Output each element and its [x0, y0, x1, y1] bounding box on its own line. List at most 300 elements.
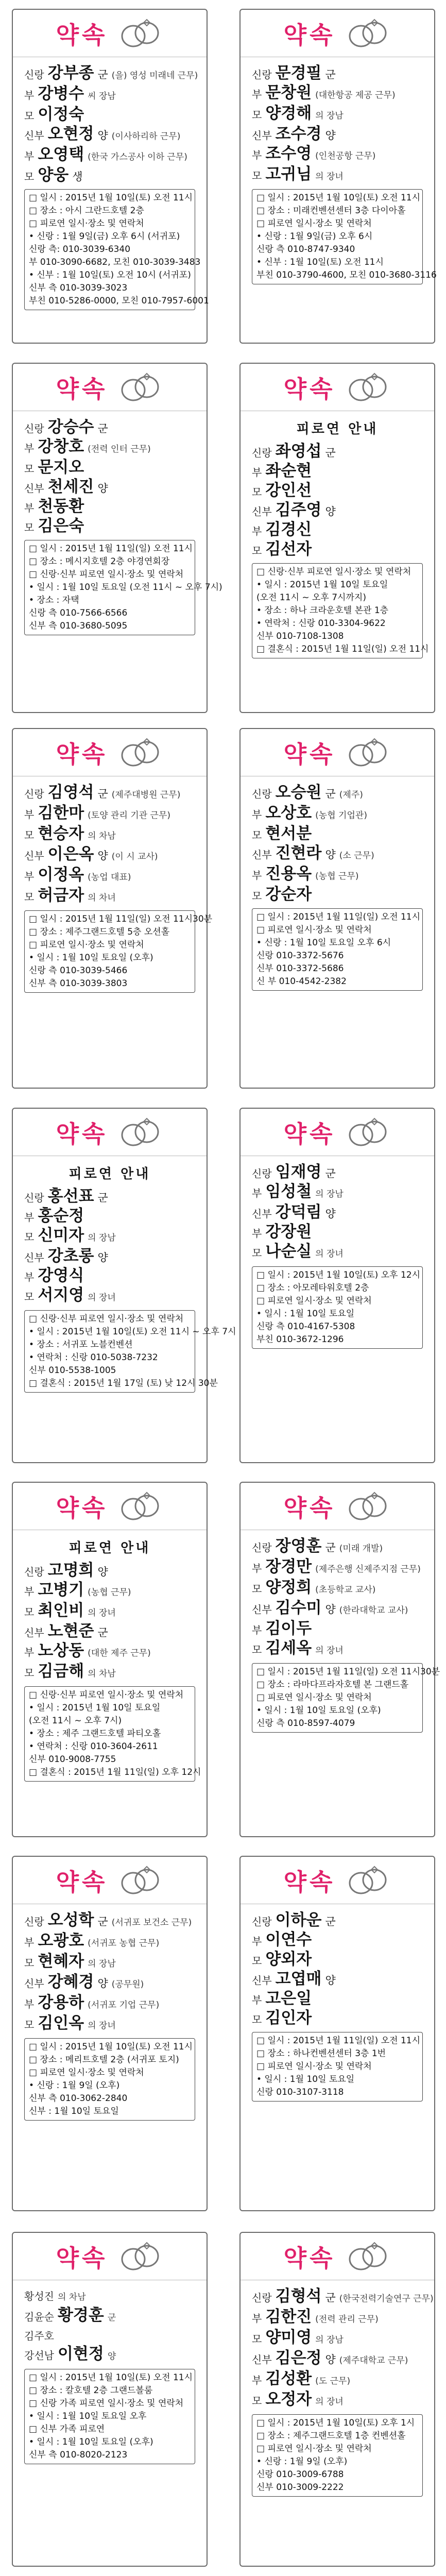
person-name: 고명희 — [47, 1561, 94, 1580]
detail-line: 신랑 010-3107-3118 — [256, 2087, 344, 2097]
note: 의 장녀 — [315, 172, 344, 182]
detail-line: □ 피로연 일시·장소 및 연락처 — [29, 2067, 144, 2078]
honorific: 생 — [72, 171, 83, 183]
family-line — [252, 1639, 423, 1660]
role-label: 신랑 — [24, 1192, 44, 1204]
honorific: 군 — [325, 1916, 336, 1928]
person-name: 문창원 — [265, 83, 312, 102]
person-name: 장경만 — [265, 1557, 312, 1576]
person-name: 현승자 — [38, 824, 84, 843]
role-label: 부 — [24, 89, 35, 101]
card-header — [13, 10, 207, 57]
person-name: 강초롱 — [47, 1247, 94, 1265]
detail-line: • 신랑 : 1월 9일 (오후) — [256, 2456, 348, 2467]
role-label: 신부 — [252, 1603, 272, 1616]
family-line — [24, 459, 195, 478]
family-line — [252, 1579, 423, 1599]
note: 양 — [107, 2351, 116, 2362]
note: 의 차남 — [57, 2292, 86, 2302]
person-name: 양외자 — [265, 1950, 312, 1969]
family-line — [24, 784, 195, 804]
detail-line: □ 장소 : 메시지호텔 2층 야경연회장 — [29, 556, 170, 567]
note: 의 차남 — [88, 831, 116, 841]
family-line — [24, 1286, 195, 1307]
family-line — [252, 125, 423, 145]
detail-line: • 일시 : 1월 10일 토요일 오후 — [29, 2411, 147, 2421]
role-label: 신랑 — [24, 1566, 44, 1578]
family-line — [252, 1931, 423, 1951]
note: (인천공항 근무) — [315, 151, 376, 161]
card-title: 약속 — [283, 375, 336, 403]
role-label: 신부 — [24, 482, 44, 495]
role-label: 신부 — [252, 849, 272, 861]
family-line — [252, 804, 423, 825]
card-title: 약속 — [283, 1120, 336, 1148]
role-label: 모 — [24, 2019, 35, 2031]
role-label: 모 — [252, 2013, 262, 2026]
note: (한국전력기술연구 근무) — [339, 2294, 434, 2304]
person-name: 양정희 — [265, 1578, 312, 1597]
person-name: 고병기 — [38, 1581, 84, 1599]
card-title: 약속 — [56, 1494, 108, 1522]
wedding-rings-icon — [117, 369, 163, 405]
role-label: 신랑 — [252, 1167, 272, 1180]
announcement-card — [12, 1856, 208, 2211]
announcement-card — [12, 9, 208, 344]
detail-line: 신랑 측 010-8747-9340 — [256, 244, 355, 255]
detail-line: □ 일시 : 2015년 1월 10일(토) 오후 12시 — [256, 1270, 421, 1280]
note: (한라대학교 교사) — [339, 1605, 408, 1616]
family-line — [24, 2287, 195, 2307]
person-name: 노현준 — [47, 1622, 94, 1640]
detail-line: □ 장소 : 라마다프라자호텔 본 그랜드홀 — [256, 1680, 409, 1690]
card-header — [13, 729, 207, 776]
event-details — [24, 910, 213, 993]
detail-line: 신 부 010-4542-2382 — [256, 976, 347, 987]
role-label: 부 — [252, 808, 262, 821]
role-label: 부 — [24, 870, 35, 883]
announcement-card — [12, 363, 222, 713]
family-line — [252, 501, 423, 521]
note: (미래 개발) — [339, 1544, 383, 1554]
role-label: 신랑 — [252, 2292, 272, 2304]
family-line — [24, 1663, 195, 1683]
detail-line: □ 결혼식 : 2015년 1월 11일(일) 오후 12시 — [29, 1767, 201, 1777]
person-name: 이은옥 — [47, 845, 94, 863]
role-label: 부 — [252, 149, 262, 161]
note: (이 시 교사) — [111, 852, 158, 862]
role-label: 신부 — [252, 505, 272, 518]
role-label: 모 — [252, 109, 262, 121]
card-header — [241, 1483, 434, 1530]
person-name: 김한진 — [265, 2308, 312, 2326]
detail-line: 신부 측 010-3062-2840 — [29, 2093, 128, 2104]
note: 의 장녀 — [315, 1249, 344, 1259]
person-name: 강순자 — [265, 885, 312, 904]
honorific: 군 — [97, 1626, 108, 1639]
event-details — [252, 2032, 423, 2102]
person-name: 이정옥 — [38, 866, 84, 884]
card-body — [241, 776, 434, 1001]
note: 의 장남 — [315, 2335, 344, 2345]
detail-line: □ 일시 : 2015년 1월 10일(토) 오전 11시 — [29, 193, 193, 203]
role-label: 부 — [252, 1994, 262, 2006]
detail-line: □ 일시 : 2015년 1월 10일(토) 오전 11시 — [29, 2042, 193, 2052]
card-header — [241, 1109, 434, 1156]
detail-line: • 일시 : 2015년 1월 10일 토요일 — [256, 580, 388, 590]
honorific: 양 — [97, 850, 108, 862]
role-label: 부 — [252, 2374, 262, 2386]
detail-line: □ 일시 : 2015년 1월 10일(토) 오전 11시 — [29, 2372, 193, 2383]
card-title: 약속 — [283, 21, 336, 49]
role-label: 부 — [252, 88, 262, 100]
person-name: 오광호 — [38, 1931, 84, 1950]
person-name: 조수경 — [275, 125, 322, 143]
wedding-rings-icon — [117, 1488, 163, 1524]
role-label: 부 — [24, 1211, 35, 1224]
detail-line: □ 일시 : 2015년 1월 10일(토) 오후 1시 — [256, 2418, 415, 2428]
family-line — [252, 1204, 423, 1223]
card-body — [241, 411, 434, 669]
role-label: 모 — [24, 1606, 35, 1618]
detail-line: • 신랑 : 1월 9일(금) 오후 6시 — [256, 231, 373, 242]
note: (소 근무) — [339, 851, 374, 861]
card-title: 약속 — [56, 1120, 108, 1148]
detail-line: □ 일시 : 2015년 1월 11일(일) 오전 11시 — [29, 544, 193, 554]
person-name: 홍순정 — [38, 1207, 84, 1225]
reception-heading: 피로연 안내 — [68, 1166, 151, 1182]
role-label: 황성진 — [24, 2290, 54, 2302]
detail-line: 신랑 측 010-3039-5466 — [29, 965, 128, 976]
card-header — [13, 1857, 207, 1904]
card-title: 약속 — [283, 740, 336, 768]
family-line — [24, 166, 195, 186]
detail-line: 부친 010-3672-1296 — [256, 1334, 344, 1345]
family-line — [252, 540, 423, 560]
detail-line: □ 일시 : 2015년 1월 11일(일) 오전 11시 — [256, 2036, 421, 2046]
note: (농협 근무) — [88, 1587, 131, 1598]
person-name: 강장원 — [265, 1223, 312, 1241]
announcement-card — [239, 9, 435, 344]
announcement-card — [12, 1482, 208, 1837]
role-label: 부 — [252, 466, 262, 479]
card-header — [13, 1483, 207, 1530]
detail-line: □ 결혼식 : 2015년 1월 17일 (토) 낮 12시 30분 — [29, 1378, 218, 1388]
detail-line: □ 피로연 일시·장소 및 연락처 — [256, 218, 372, 229]
wedding-rings-icon — [117, 735, 163, 771]
role-label: 신부 — [252, 1974, 272, 1987]
wedding-rings-icon — [345, 15, 391, 52]
family-line — [252, 1911, 423, 1931]
card-header — [241, 10, 434, 57]
honorific: 양 — [325, 129, 336, 142]
card-body — [241, 1530, 440, 1743]
family-line — [24, 1247, 195, 1267]
family-line — [24, 1973, 195, 1994]
person-name: 문지오 — [38, 458, 84, 477]
family-line — [24, 1994, 195, 2014]
family-line — [252, 2287, 434, 2308]
role-label: 부 — [24, 502, 35, 514]
role-label: 신부 — [252, 2353, 272, 2366]
family-line — [24, 866, 195, 887]
event-details — [252, 2414, 423, 2497]
person-name: 이연수 — [265, 1930, 312, 1949]
role-label: 부 — [252, 1624, 262, 1636]
detail-line: • 일시 : 2015년 1월 10일(토) 오전 11시 ~ 오후 7시 — [29, 1327, 236, 1337]
note: 의 장녀 — [88, 1293, 116, 1303]
detail-line: □ 장소 : 하나컨벤션센터 3층 1번 — [256, 2048, 386, 2059]
role-label: 신랑 — [24, 422, 44, 435]
note: (농협 근무) — [315, 871, 359, 882]
family-line — [252, 865, 423, 886]
role-label: 신부 — [24, 1977, 44, 1990]
card-body — [241, 1904, 434, 2112]
person-name: 조수영 — [265, 144, 312, 163]
wedding-rings-icon — [345, 2239, 391, 2275]
person-name: 김이두 — [265, 1619, 312, 1638]
note: 의 장남 — [315, 1189, 344, 1199]
honorific: 군 — [97, 1192, 108, 1204]
note: (서귀포 보건소 근무) — [111, 1918, 192, 1928]
family-line — [24, 2014, 195, 2035]
honorific: 양 — [325, 505, 336, 518]
detail-line: • 신부 : 1월 10일(토) 오전 11시 — [256, 257, 384, 267]
honorific: 군 — [325, 788, 336, 800]
role-label: 신랑 — [252, 69, 272, 81]
reception-heading: 피로연 안내 — [68, 1540, 151, 1556]
honorific: 양 — [325, 1208, 336, 1220]
person-name: 김인옥 — [38, 2014, 84, 2032]
note: (서귀포 기업 근무) — [88, 2000, 160, 2010]
role-label: 신부 — [252, 129, 272, 142]
event-details — [24, 189, 209, 310]
role-label: 신부 — [24, 1251, 44, 1264]
wedding-rings-icon — [117, 1114, 163, 1150]
event-details — [252, 908, 423, 991]
family-line — [252, 443, 423, 462]
card-title: 약속 — [56, 740, 108, 768]
family-line — [24, 1227, 195, 1247]
person-name: 김인자 — [265, 2009, 312, 2027]
detail-line: □ 피로연 일시·장소 및 연락처 — [29, 940, 144, 950]
family-line — [252, 2329, 423, 2349]
person-name: 현혜자 — [38, 1952, 84, 1971]
role-label: 부 — [24, 442, 35, 454]
detail-line: □ 장소 : 아모레타워호텔 2층 — [256, 1283, 369, 1293]
person-name: 노상동 — [38, 1641, 84, 1660]
card-body — [13, 411, 222, 646]
honorific: 양 — [325, 2353, 336, 2366]
wedding-rings-icon — [345, 369, 391, 405]
note: (전력 인터 근무) — [88, 444, 151, 454]
reception-heading: 피로연 안내 — [296, 421, 379, 437]
person-name: 강병수 — [38, 84, 84, 103]
detail-line: □ 신랑·신부 피로연 일시·장소 및 연락처 — [256, 567, 411, 577]
person-name: 양경해 — [265, 104, 312, 123]
person-name: 천동환 — [38, 497, 84, 516]
role-label: 모 — [252, 890, 262, 902]
role-label: 신랑 — [24, 69, 44, 81]
detail-line: 신랑 측 010-4167-5308 — [256, 1321, 355, 1332]
role-label: 모 — [252, 545, 262, 557]
detail-line: • 일시 : 1월 10일 토요일 — [256, 1309, 355, 1319]
person-name: 강용하 — [38, 1993, 84, 2012]
card-body — [241, 1156, 434, 1359]
person-name: 김선자 — [265, 540, 312, 558]
card-body — [241, 2280, 434, 2507]
honorific: 양 — [97, 1251, 108, 1264]
family-line — [24, 1267, 195, 1286]
honorific: 군 — [325, 1541, 336, 1554]
note: (대한 제주 근무) — [88, 1648, 151, 1658]
role-label: 모 — [252, 1247, 262, 1259]
role-label: 강선남 — [24, 2349, 54, 2362]
detail-line: 신부 010-7108-1308 — [256, 631, 344, 641]
detail-line: 신부 010-5538-1005 — [29, 1365, 116, 1376]
role-label: 부 — [252, 1227, 262, 1240]
role-label: 모 — [252, 829, 262, 841]
person-name: 오상호 — [265, 804, 312, 822]
person-name: 강혜경 — [47, 1973, 94, 1991]
card-body — [13, 1904, 207, 2131]
note: 의 장남 — [315, 111, 344, 121]
person-name: 임성철 — [265, 1182, 312, 1201]
role-label: 신랑 — [24, 1916, 44, 1928]
person-name: 오현정 — [47, 125, 94, 143]
event-details — [252, 1266, 423, 1349]
detail-line: □ 피로연 일시·장소 및 연락처 — [256, 1296, 372, 1306]
event-details — [252, 1663, 440, 1733]
person-name: 오승원 — [275, 783, 322, 802]
note: 씨 장남 — [88, 91, 116, 101]
announcement-card — [239, 1856, 435, 2211]
role-label: 모 — [24, 171, 35, 183]
family-line — [252, 1183, 423, 1204]
role-label: 신랑 — [252, 1916, 272, 1928]
card-header — [241, 2233, 434, 2280]
announcement-card — [12, 728, 213, 1089]
detail-line: □ 피로연 일시·장소 및 연락처 — [256, 1692, 372, 1703]
person-name: 최인비 — [38, 1601, 84, 1620]
announcement-card — [239, 1482, 440, 1837]
person-name: 임재영 — [275, 1163, 322, 1181]
person-name: 좌영섭 — [275, 442, 322, 461]
family-line — [252, 844, 423, 865]
detail-line: □ 신부 가족 피로연 — [29, 2424, 105, 2434]
wedding-rings-icon — [345, 1862, 391, 1899]
card-header — [13, 2233, 207, 2280]
person-name: 고귀님 — [265, 165, 312, 183]
detail-line: • 연락처 : 신랑 010-5038-7232 — [29, 1352, 158, 1363]
detail-line: □ 장소 : 제주그랜드호텔 5층 오션홀 — [29, 927, 170, 937]
detail-line: □ 신랑·신부 피로연 일시·장소 및 연락처 — [29, 1690, 184, 1700]
detail-line: 신랑 측 010-7566-6566 — [29, 608, 128, 618]
family-line — [252, 1223, 423, 1243]
honorific: 양 — [325, 849, 336, 861]
announcement-card — [239, 728, 435, 1089]
role-label: 부 — [252, 1187, 262, 1199]
note: (한국 가스공사 이하 근무) — [88, 152, 187, 162]
person-name: 오성학 — [47, 1911, 94, 1929]
role-label: 모 — [24, 829, 35, 841]
note: 의 장녀 — [315, 1646, 344, 1656]
person-name: 강인선 — [265, 481, 312, 500]
card-title: 약속 — [283, 1868, 336, 1896]
detail-line: □ 피로연 일시·장소 및 연락처 — [256, 2061, 372, 2072]
role-label: 모 — [24, 1667, 35, 1679]
detail-line: 신부 측 010-3039-3803 — [29, 978, 128, 989]
detail-line: □ 신랑·신부 피로연 일시·장소 및 연락처 — [29, 1314, 184, 1324]
card-title: 약속 — [283, 2244, 336, 2272]
event-details — [24, 540, 222, 635]
detail-line: • 일시 : 2015년 1월 10일 토요일 — [29, 1703, 161, 1713]
person-name: 오영택 — [38, 145, 84, 164]
family-line — [252, 2009, 423, 2029]
family-line — [252, 1599, 423, 1620]
announcement-card — [239, 1108, 435, 1463]
role-label: 모 — [24, 1231, 35, 1243]
event-details — [252, 189, 437, 284]
person-name: 신미자 — [38, 1226, 84, 1245]
detail-line: 신랑 010-3009-6788 — [256, 2469, 344, 2480]
family-line — [24, 1207, 195, 1227]
honorific: 군 — [325, 447, 336, 459]
family-line — [252, 1951, 423, 1970]
note: 의 장남 — [88, 1233, 116, 1243]
family-line — [24, 1932, 195, 1953]
honorific: 양 — [325, 1603, 336, 1616]
detail-line: □ 일시 : 2015년 1월 10일(토) 오전 11시 — [256, 193, 421, 203]
honorific: 군 — [325, 69, 336, 81]
family-line — [252, 64, 423, 84]
honorific: 군 — [97, 69, 108, 81]
person-name: 강영식 — [38, 1266, 84, 1285]
note: (도 근무) — [315, 2376, 351, 2386]
person-name: 이하운 — [275, 1911, 322, 1929]
role-label: 김윤순 — [24, 2311, 54, 2323]
card-title: 약속 — [56, 1868, 108, 1896]
person-name: 진용옥 — [265, 865, 312, 883]
detail-line: • 일시 : 1월 10일 토요일 (오후) — [29, 2437, 153, 2447]
person-name: 김세옥 — [265, 1639, 312, 1657]
note: (전력 관리 근무) — [315, 2314, 379, 2325]
honorific: 군 — [97, 422, 108, 435]
family-line — [24, 1562, 195, 1581]
person-name: 김주영 — [275, 501, 322, 519]
announcement-card — [239, 363, 435, 713]
person-name: 강승수 — [47, 418, 94, 436]
person-name: 고은일 — [265, 1989, 312, 2008]
detail-line: 신부 : 1월 10일 토요일 — [29, 2106, 119, 2116]
event-details — [24, 2038, 195, 2121]
role-label: 부 — [24, 808, 35, 821]
role-label: 신랑 — [252, 1541, 272, 1554]
announcement-card — [239, 2232, 435, 2567]
role-label: 모 — [24, 1291, 35, 1303]
detail-line: □ 일시 : 2015년 1월 11일(일) 오전 11시30분 — [29, 914, 213, 924]
family-line — [24, 825, 195, 845]
honorific: 군 — [97, 1916, 108, 1928]
note: 의 차녀 — [88, 893, 116, 903]
event-details — [24, 2369, 195, 2464]
family-line — [24, 2327, 195, 2345]
family-line — [24, 1602, 195, 1622]
family-line — [24, 2345, 195, 2366]
person-name: 문경필 — [275, 64, 322, 82]
detail-line: • 장소 : 서귀포 노블컨벤션 — [29, 1340, 133, 1350]
family-line — [252, 145, 423, 165]
